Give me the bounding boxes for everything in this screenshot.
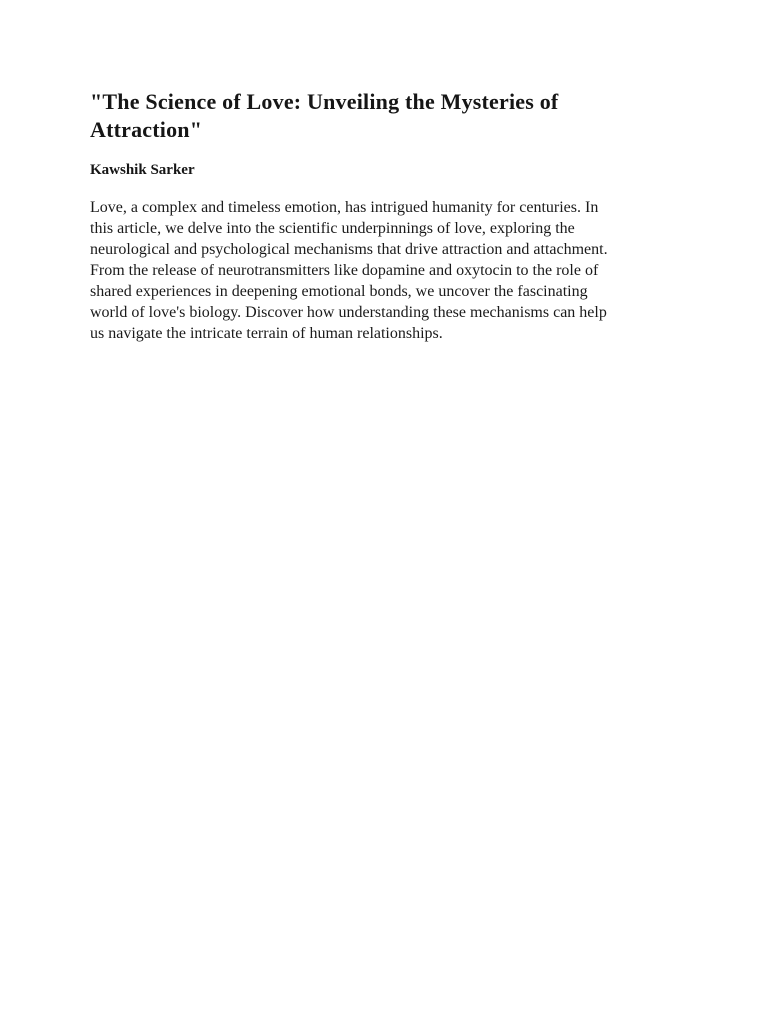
document-abstract-paragraph [90,197,690,344]
paragraph-line: neurological and psychological mechanisms that drive attraction and attachment. [90,241,608,258]
paragraph-line: Love, a complex and timeless emotion, has intrigued humanity for centuries. In [90,199,599,216]
paragraph-line: world of love's biology. Discover how understanding these mechanisms can help [90,304,607,321]
document-title-line-1: "The Science of Love: Unveiling the Mysteries of [90,89,559,114]
paragraph-line: From the release of neurotransmitters like dopamine and oxytocin to the role of [90,262,599,279]
paragraph-line: shared experiences in deepening emotional bonds, we uncover the fascinating [90,283,588,300]
paragraph-line: this article, we delve into the scientific underpinnings of love, exploring the [90,220,575,237]
document-title-line-2: Attraction" [90,117,203,142]
author-byline: Kawshik Sarker [90,162,195,178]
document-title [90,88,690,144]
paragraph-line: us navigate the intricate terrain of human relationships. [90,325,443,342]
